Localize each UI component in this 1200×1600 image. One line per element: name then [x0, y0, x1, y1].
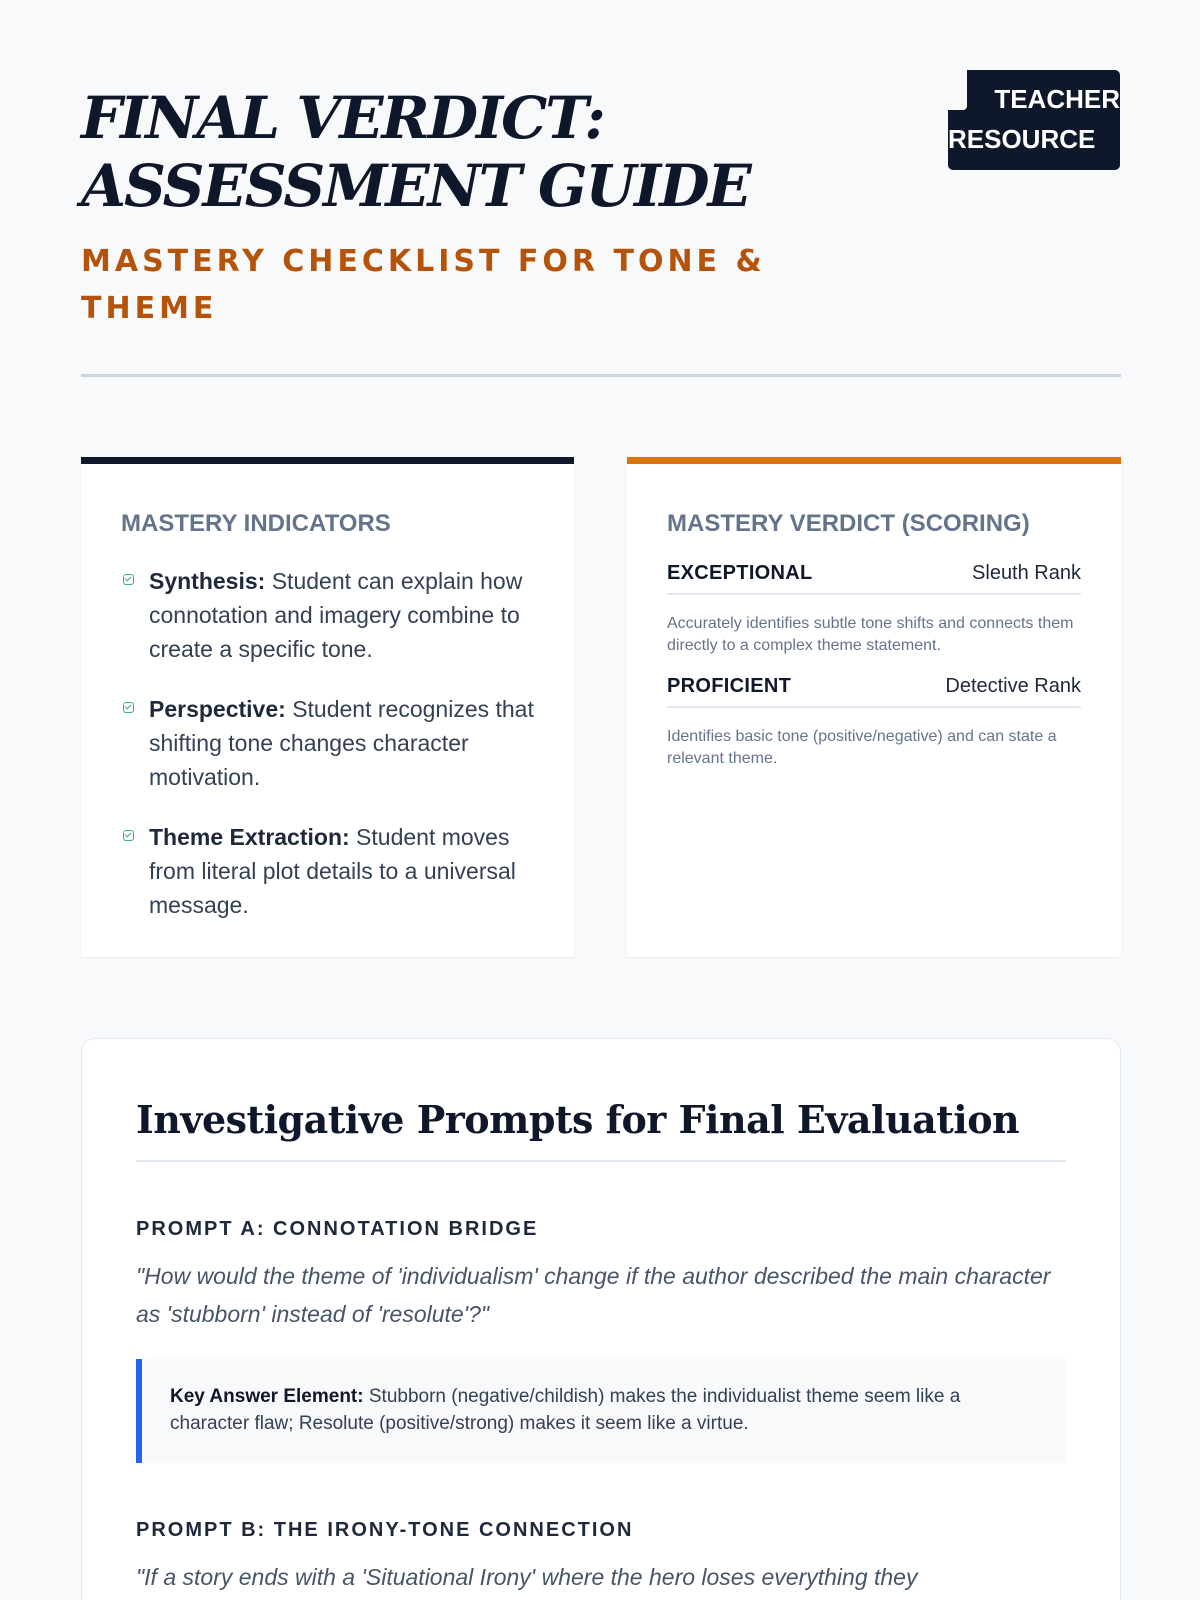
indicator-text: Student moves from literal plot details to a universal message.	[149, 824, 516, 918]
score-level: EXCEPTIONAL	[667, 562, 813, 584]
score-rank: Detective Rank	[945, 675, 1081, 697]
score-description: Accurately identifies subtle tone shifts and connects them directly to a complex theme statement.	[667, 615, 1074, 654]
header-divider	[81, 374, 1121, 377]
score-level: PROFICIENT	[667, 675, 792, 697]
mastery-indicators-card	[81, 457, 574, 957]
prompt-quote: "If a story ends with a 'Situational Irony' where the hero loses everything they	[136, 1564, 918, 1590]
check-icon	[123, 702, 134, 713]
check-icon	[123, 830, 134, 841]
key-answer-box	[136, 1359, 1066, 1463]
badge-line-1: TEACHER	[994, 84, 1120, 114]
score-description: Identifies basic tone (positive/negative) and can state a relevant theme.	[667, 728, 1057, 767]
prompt-a	[136, 1218, 1066, 1463]
indicator-label: Perspective:	[149, 696, 286, 722]
title-line-2: ASSESSMENT GUIDE	[81, 152, 750, 220]
scoring-table	[667, 562, 1081, 770]
badge-line-2: RESOURCE	[948, 124, 1096, 154]
indicator-item	[121, 820, 534, 922]
check-icon	[123, 574, 134, 585]
indicator-item	[121, 692, 534, 794]
mastery-verdict-heading: MASTERY VERDICT (SCORING)	[667, 510, 1030, 537]
title-line-1: FINAL VERDICT:	[81, 84, 604, 152]
indicator-label: Synthesis:	[149, 568, 266, 594]
investigative-prompts-section	[81, 1038, 1121, 1600]
badge-notch	[948, 70, 967, 110]
indicator-list	[121, 564, 534, 922]
prompt-quote: "How would the theme of 'individualism' change if the author described the main character as 'stubborn' instead of 'resolute'?"	[136, 1263, 1051, 1327]
indicator-text: Student recognizes that shifting tone changes character motivation.	[149, 696, 534, 790]
indicator-item	[121, 564, 534, 666]
teacher-resource-badge	[948, 70, 1120, 170]
prompts-heading: Investigative Prompts for Final Evaluation	[136, 1097, 1066, 1162]
score-row-proficient	[667, 675, 1081, 708]
indicator-label: Theme Extraction:	[149, 824, 350, 850]
page-subtitle: MASTERY CHECKLIST FOR TONE & THEME	[81, 244, 766, 326]
answer-label: Key Answer Element:	[170, 1386, 364, 1407]
prompt-title: PROMPT B: THE IRONY-TONE CONNECTION	[136, 1519, 634, 1541]
score-row-exceptional	[667, 562, 1081, 595]
mastery-verdict-card	[627, 457, 1121, 957]
mastery-indicators-heading: MASTERY INDICATORS	[121, 510, 391, 537]
prompt-title: PROMPT A: CONNOTATION BRIDGE	[136, 1218, 539, 1240]
indicator-text: Student can explain how connotation and imagery combine to create a specific tone.	[149, 568, 523, 662]
page-title	[81, 84, 801, 220]
prompt-b	[136, 1519, 1066, 1596]
answer-text: Stubborn (negative/childish) makes the individualist theme seem like a character flaw; Resolute (positive/strong) makes it seem like a virtue.	[170, 1386, 961, 1434]
score-rank: Sleuth Rank	[972, 562, 1081, 584]
